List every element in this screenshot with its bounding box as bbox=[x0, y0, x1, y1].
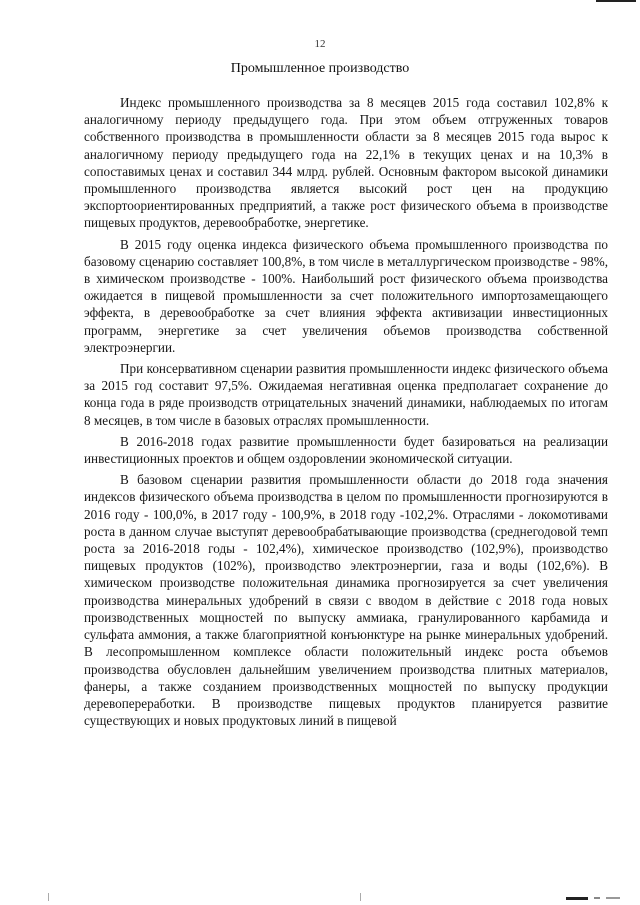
paragraph-1: Индекс промышленного производства за 8 месяцев 2015 года составил 102,8% к аналогичному периоду предыдущего года. При этом объем отгруженных товаров собственного производства в промышленности области за 8 месяцев 2015 года вырос к аналогичному периоду предыдущего года на 22,1% в текущих ценах и на 10,3% в сопоставимых ценах и составил 344 млрд. рублей. Основным фактором высокой динамики промышленного производства является высокий рост цен на продукцию экспортоориентированных предприятий, а также рост физического объема в производстве пищевых продуктов, деревообработке, энергетике. bbox=[84, 95, 608, 231]
scan-artifact bbox=[48, 893, 49, 901]
scan-artifact bbox=[606, 897, 620, 899]
scan-artifact bbox=[360, 893, 361, 901]
body-text bbox=[84, 94, 608, 733]
paragraph-4: В 2016-2018 годах развитие промышленности будет базироваться на реализации инвестиционных проектов и общем оздоровлении экономической ситуации. bbox=[84, 433, 608, 467]
section-title: Промышленное производство bbox=[230, 61, 410, 76]
paragraph-5: В базовом сценарии развития промышленности области до 2018 года значения индексов физического объема производства в целом по промышленности прогнозируются в 2016 году - 100,0%, в 2017 году - 100,9%, в 2018 году -102,2%. Отраслями - локомотивами роста в данном случае выступят деревообрабатывающие производства (среднегодовой темп роста за 2016-2018 годы - 102,4%), химическое производство (102,9%), производство пищевых продуктов (102%), производство электроэнергии, газа и воды (102,6%). В химическом производстве положительная динамика прогнозируется за счет увеличения производства минеральных удобрений в связи с вводом в действие с 2018 года новых производственных мощностей по выпуску аммиака, гранулированного карбамида и сульфата аммония, а также благоприятной конъюнктуре на рынке минеральных удобрений. В лесопромышленном комплексе области положительный индекс роста объемов производства обусловлен дальнейшим увеличением производства плитных материалов, фанеры, а также созданием производственных мощностей по выпуску продукции деревопереработки. В производстве пищевых продуктов планируется развитие существующих и новых продуктовых линий в пищевой bbox=[84, 472, 608, 729]
page-number: 12 bbox=[314, 38, 326, 50]
paragraph-3: При консервативном сценарии развития промышленности индекс физического объема за 2015 год составит 97,5%. Ожидаемая негативная оценка предполагает сохранение до конца года в ряде производств отрицательных значений динамики, наблюдаемых по итогам 8 месяцев, в том числе в базовых отраслях промышленности. bbox=[84, 361, 608, 428]
scan-artifact bbox=[566, 897, 588, 900]
paragraph-2: В 2015 году оценка индекса физического объема промышленного производства по базовому сценарию составляет 100,8%, в том числе в металлургическом производстве - 98%, в химическом производстве - 100%. Наибольший рост физического объема производства ожидается в пищевой промышленности за счет положительного импортозамещающего эффекта, в деревообработке за счет влияния эффекта активизации инвестиционных программ, энергетике за счет увеличения объемов производства собственной электроэнергии. bbox=[84, 236, 608, 355]
scan-artifact bbox=[594, 897, 600, 899]
scan-artifact bbox=[596, 0, 636, 2]
